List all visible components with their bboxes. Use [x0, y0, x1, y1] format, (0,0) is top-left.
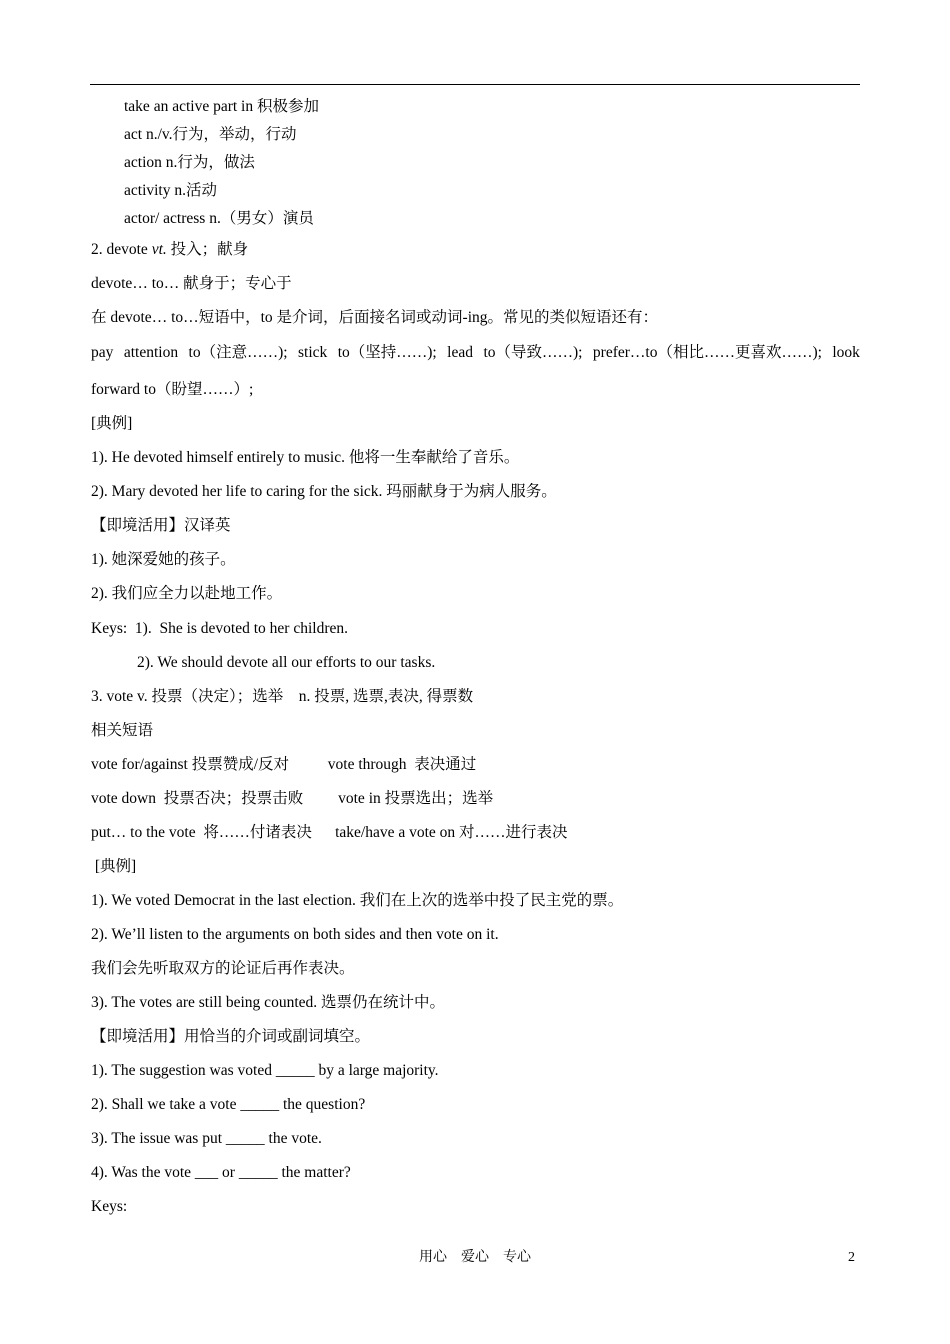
text-line: act n./v.行为，举动，行动 — [124, 126, 297, 143]
phrase-line: vote for/against 投票赞成/反对 vote through 表决通过 — [91, 756, 477, 773]
answer-key: Keys: 1). She is devoted to her children. — [91, 620, 348, 637]
heading-meaning: 投入；献身 — [166, 241, 249, 258]
word: lead — [447, 344, 473, 361]
text-line: devote… to… 献身于；专心于 — [91, 275, 292, 292]
exercise-item: 4). Was the vote ___ or _____ the matter? — [91, 1164, 351, 1181]
exercise-label: 【即境活用】汉译英 — [91, 517, 231, 534]
exercise-item: 2). 我们应全力以赴地工作。 — [91, 585, 283, 602]
section-heading-devote — [91, 240, 248, 260]
example-label: [典例] — [91, 858, 137, 875]
word: to（导致……); — [483, 344, 583, 361]
header-rule — [90, 84, 860, 85]
word: to（坚持……); — [337, 344, 437, 361]
section-heading-vote: 3. vote v. 投票（决定）；选举 n. 投票, 选票,表决, 得票数 — [91, 688, 474, 705]
part-of-speech: vt. — [151, 241, 167, 258]
exercise-item: 1). The suggestion was voted _____ by a large majority. — [91, 1062, 439, 1079]
phrase-line: put… to the vote 将……付诸表决 take/have a vote on 对……进行表决 — [91, 824, 568, 841]
text-line: actor/ actress n.（男女）演员 — [124, 210, 314, 227]
exercise-item: 2). Shall we take a vote _____ the question? — [91, 1096, 366, 1113]
phrase-line: vote down 投票否决；投票击败 vote in 投票选出；选举 — [91, 790, 494, 807]
text-line: 在 devote… to…短语中，to 是介词，后面接名词或动词-ing。常见的类似短语还有： — [91, 309, 659, 326]
answer-key: 2). We should devote all our efforts to our tasks. — [137, 654, 436, 671]
exercise-item: 3). The issue was put _____ the vote. — [91, 1130, 322, 1147]
word: pay — [91, 344, 114, 361]
justified-line — [91, 343, 860, 363]
answer-key: Keys: — [91, 1198, 128, 1215]
word: look — [832, 344, 860, 361]
example-sentence: 2). Mary devoted her life to caring for the sick. 玛丽献身于为病人服务。 — [91, 483, 557, 500]
example-sentence: 1). We voted Democrat in the last election. 我们在上次的选举中投了民主党的票。 — [91, 892, 624, 909]
word: attention — [123, 344, 179, 361]
example-label: [典例] — [91, 415, 133, 432]
example-sentence: 2). We’ll listen to the arguments on both sides and then vote on it. — [91, 926, 499, 943]
word: prefer…to（相比……更喜欢……); — [592, 344, 822, 361]
text-line: 相关短语 — [91, 722, 154, 739]
word: stick — [297, 344, 328, 361]
example-sentence: 1). He devoted himself entirely to music. 他将一生奉献给了音乐。 — [91, 449, 520, 466]
exercise-item: 1). 她深爱她的孩子。 — [91, 551, 236, 568]
example-translation: 我们会先听取双方的论证后再作表决。 — [91, 960, 355, 977]
text-line: take an active part in 积极参加 — [124, 98, 319, 115]
text-line: action n.行为，做法 — [124, 154, 255, 171]
heading-word: 2. devote — [91, 241, 152, 258]
footer-motto: 用心 爱心 专心 — [419, 1250, 531, 1265]
word: to（注意……); — [188, 344, 288, 361]
text-line: activity n.活动 — [124, 182, 217, 199]
example-sentence: 3). The votes are still being counted. 选票仍在统计中。 — [91, 994, 446, 1011]
exercise-label: 【即境活用】用恰当的介词或副词填空。 — [91, 1028, 371, 1045]
text-line: forward to（盼望……）; — [91, 381, 254, 398]
page-number: 2 — [848, 1250, 855, 1265]
